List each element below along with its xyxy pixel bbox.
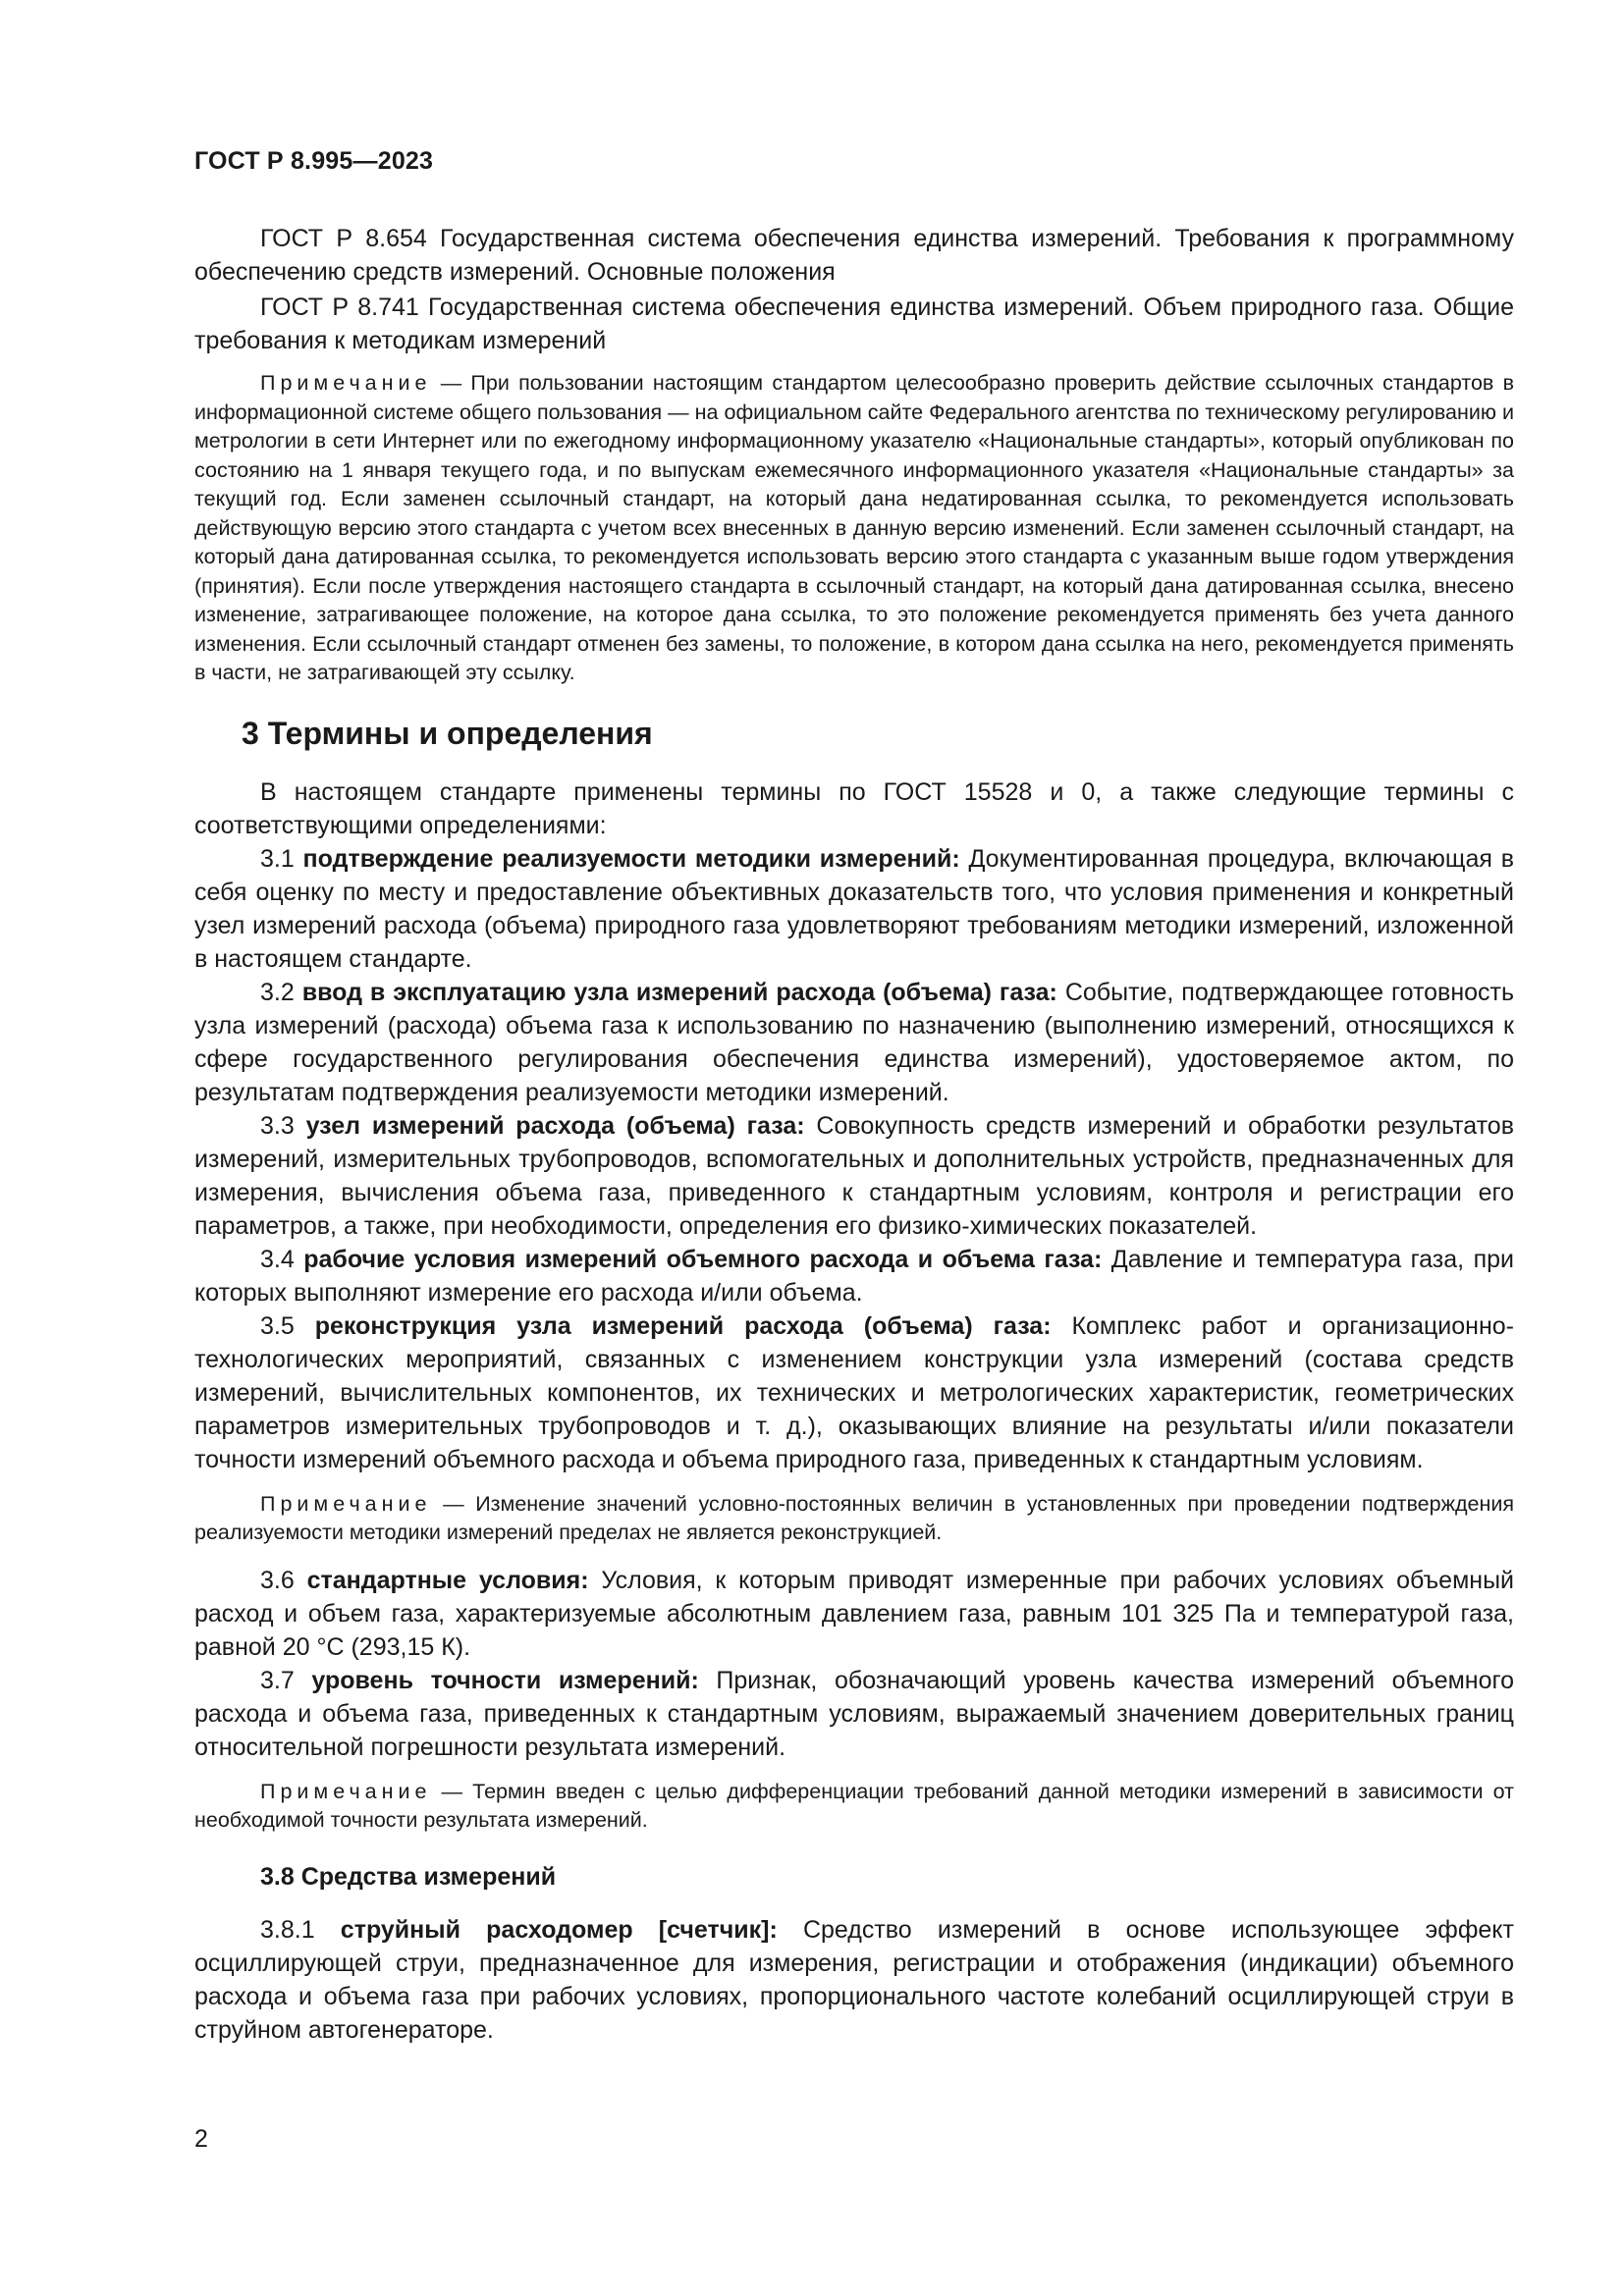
term-text: Средство измерений в основе использующее эффект осциллирующей струи, предназначенное для измерения, регистрации и отображения (индикации) объемного расхода и объема газа при рабочих условиях, пропорционального частоте колебаний осциллирующей струи в струйном автогенераторе. — [194, 1915, 1514, 2044]
term-text: Условия, к которым приводят измеренные при рабочих условиях объемный расход и объем газа, характеризуемые абсолютным давлением газа, равным 101 325 Па и температурой газа, равной 20 °C (293,15 К). — [194, 1566, 1514, 1661]
term-number: 3.7 — [260, 1666, 312, 1694]
section-heading: 3 Термины и определения — [242, 715, 653, 751]
term-definition — [194, 1564, 1514, 1664]
note-text: — При пользовании настоящим стандартом целесообразно проверить действие ссылочных стандартов в информационной системе общего пользования — на официальном сайте Федерального агентства по техническому регулированию и метрологии в сети Интернет или по ежегодному информационному указателю «Национальные стандарты», который опубликован по состоянию на 1 января текущего года, и по выпускам ежемесячного информационного указателя «Национальные стандарты» за текущий год. Если заменен ссылочный стандарт, на который дана недатированная ссылка, то рекомендуется использовать действующую версию этого стандарта с учетом всех внесенных в данную версию изменений. Если заменен ссылочный стандарт, на который дана датированная ссылка, то рекомендуется использовать версию этого стандарта с указанным выше годом утверждения (принятия). Если после утверждения настоящего стандарта в ссылочный стандарт, на который дана датированная ссылка, внесено изменение, затрагивающее положение, на которое дана ссылка, то это положение рекомендуется применять без учета данного изменения. Если ссылочный стандарт отменен без замены, то положение, в котором дана ссылка на него, рекомендуется применять в части, не затрагивающей эту ссылку. — [194, 371, 1514, 684]
term-name: реконструкция узла измерений расхода (объема) газа: — [314, 1311, 1052, 1340]
term-name: ввод в эксплуатацию узла измерений расхода (объема) газа: — [301, 978, 1057, 1006]
term-definition — [194, 976, 1514, 1109]
term-definition — [194, 1243, 1514, 1309]
term-number: 3.4 — [260, 1245, 304, 1273]
term-definition — [194, 1664, 1514, 1764]
page-header: ГОСТ Р 8.995—2023 — [194, 147, 434, 175]
term-name: подтверждение реализуемости методики измерений: — [302, 844, 960, 873]
term-definition — [194, 1309, 1514, 1476]
term-text: Событие, подтверждающее готовность узла измерений (расхода) объема газа к использованию по назначению (выполнению измерений, относящихся к сфере государственного регулирования обеспечения единства измерений), удостоверяемое актом, по результатам подтверждения реализуемости методики измерений. — [194, 978, 1515, 1106]
term-number: 3.2 — [260, 978, 302, 1006]
note-paragraph — [194, 1778, 1514, 1836]
term-definition — [194, 842, 1514, 976]
term-number: 3.1 — [260, 844, 303, 873]
term-number: 3.8.1 — [260, 1915, 341, 1944]
term-name: струйный расходомер [счетчик]: — [340, 1915, 778, 1944]
term-name: рабочие условия измерений объемного расхода и объема газа: — [303, 1245, 1103, 1273]
page-content — [194, 222, 1514, 2047]
term-definition — [194, 1913, 1514, 2047]
note-label: Примечание — [260, 1779, 432, 1803]
note-text: — Термин введен с целью дифференциации требований данной методики измерений в зависимости от необходимой точности результата измерений. — [194, 1779, 1514, 1832]
section-intro: В настоящем стандарте применены термины по ГОСТ 15528 и 0, а также следующие термины с соответствующими определениями: — [194, 777, 1514, 839]
term-text: Совокупность средств измерений и обработки результатов измерений, измерительных трубопроводов, вспомогательных и дополнительных устройств, предназначенных для измерения, вычисления объема газа, приведенного к стандартным условиям, контроля и регистрации его параметров, а также, при необходимости, определения его физико-химических показателей. — [194, 1111, 1514, 1240]
term-text: Документированная процедура, включающая в себя оценку по месту и предоставление объективных доказательств того, что условия применения и конкретный узел измерений расхода (объема) природного газа удовлетворяют требованиям методики измерений, изложенной в настоящем стандарте. — [194, 844, 1514, 973]
reference-item: ГОСТ Р 8.654 Государственная система обеспечения единства измерений. Требования к программному обеспечению средств измерений. Основные положения — [194, 225, 1514, 286]
term-number: 3.3 — [260, 1111, 306, 1140]
note-label: Примечание — [260, 1491, 432, 1516]
note-paragraph — [194, 369, 1514, 688]
term-text: Давление и температура газа, при которых выполняют измерение его расхода и/или объема. — [194, 1245, 1514, 1307]
term-text: Признак, обозначающий уровень качества измерений объемного расхода и объема газа, приведенных к стандартным условиям, выражаемый значением доверительных границ относительной погрешности результата измерений. — [194, 1666, 1514, 1761]
reference-item: ГОСТ Р 8.741 Государственная система обеспечения единства измерений. Объем природного газа. Общие требования к методикам измерений — [194, 294, 1514, 354]
note-text: — Изменение значений условно-постоянных величин в установленных при проведении подтверждения реализуемости методики измерений пределах не является реконструкцией. — [194, 1491, 1514, 1544]
term-name: уровень точности измерений: — [311, 1666, 699, 1694]
term-number: 3.6 — [260, 1566, 307, 1594]
subsection-heading: 3.8 Средства измерений — [260, 1862, 557, 1891]
term-text: Комплекс работ и организационно-технологических мероприятий, связанных с изменением конструкции узла измерений (состава средств измерений, вычислительных компонентов, их технических и метрологических характеристик, геометрических параметров измерительных трубопроводов и т. д.), оказывающих влияние на результаты и/или показатели точности измерений объемного расхода и объема природного газа, приведенных к стандартным условиям. — [194, 1311, 1514, 1473]
term-name: стандартные условия: — [306, 1566, 589, 1594]
note-paragraph — [194, 1490, 1514, 1548]
page-number: 2 — [194, 2125, 208, 2153]
term-name: узел измерений расхода (объема) газа: — [305, 1111, 805, 1140]
term-number: 3.5 — [260, 1311, 315, 1340]
term-definition — [194, 1109, 1514, 1243]
note-label: Примечание — [260, 371, 432, 395]
